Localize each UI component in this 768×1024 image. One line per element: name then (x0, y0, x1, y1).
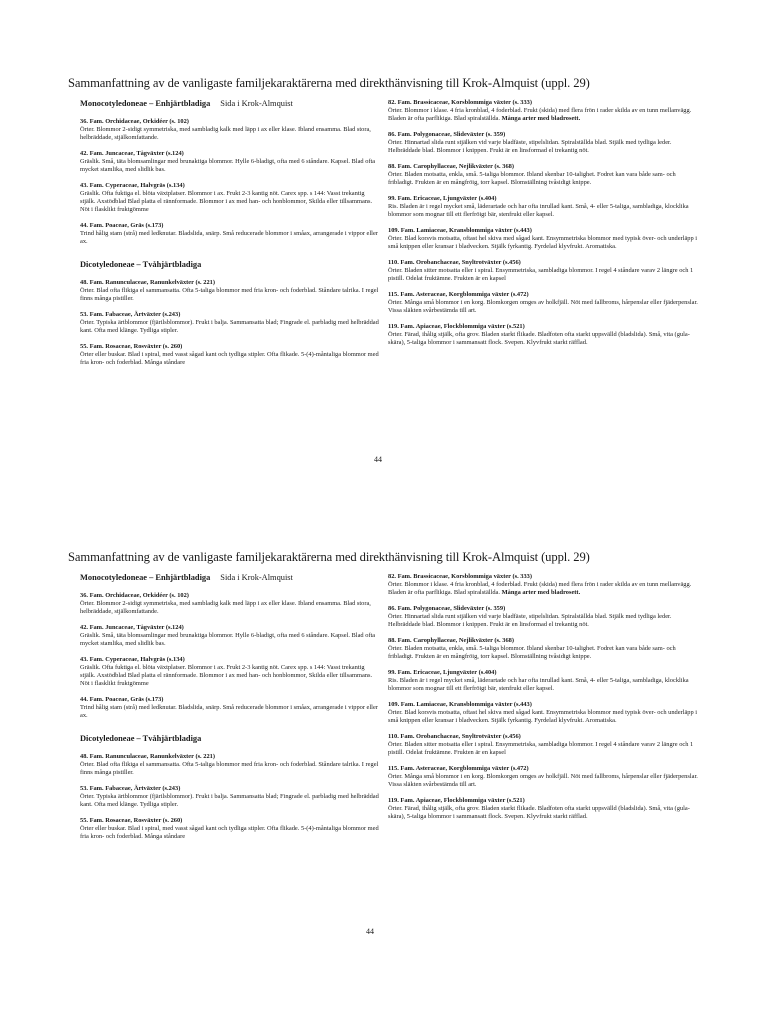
family-entry: 48. Fam. Ranunculaceae, Ranunkelväxter (s. 221) Örter. Blad ofta flikiga el sammansatta. Ofta 5-taliga blommor med fria kron- och foderblad. Ståndare talrika. I regel finns många pistiller. (80, 279, 379, 302)
family-entry: 109. Fam. Lamiaceae, Kransblommiga växter (s.443) Örter. Blad korsvis motsatta, oftast hel skiva med sågad kant. Ensymmetriska blommor med typisk över- och underläpp i små knippen eller kransar i bladvecken. Stjälk fyrkantig. Fyrdelad klyvfrukt. Aromatiska. (388, 701, 698, 724)
family-entry: 48. Fam. Ranunculaceae, Ranunkelväxter (s. 221) Örter. Blad ofta flikiga el sammansatta. Ofta 5-taliga blommor med fria kron- och foderblad. Ståndare talrika. I regel finns många pistiller. (80, 753, 379, 776)
family-entry: 99. Fam. Ericaceae, Ljungväxter (s.404) Ris. Bladen är i regel mycket små, läderartade och har ofta inrullad kant. Små, 4- eller 5-taliga, sambladiga, klocklika blommor som mognar till ett flerfröigt bär, stenfrukt eller kapsel. (388, 195, 689, 218)
family-entry: 55. Fam. Rosaceae, Rosväxter (s. 260) Örter eller buskar. Blad i spiral, med vasst sågad kant och tydliga stipler. Ofta flikade. 5-(4)-måntaliga blommor med fria kron- och foderblad. Många ståndare (80, 817, 379, 840)
monocot-heading: Monocotyledoneae – Enhjärtbladiga Sida i Krok-Almquist (80, 573, 293, 582)
page-number: 44 (374, 455, 382, 464)
left-column (80, 99, 380, 375)
family-entry: 115. Fam. Asteraceae, Korgblommiga växter (s.472) Örter. Många små blommor i en korg. Blomkorgen omges av holkfjäll. Nöt med fallbroms, hårpenslar eller fjäderpenslar. Vissa släkten svårbestämda till art. (388, 291, 698, 314)
family-entry: 115. Fam. Asteraceae, Korgblommiga växter (s.472) Örter. Många små blommor i en korg. Blomkorgen omges av holkfjäll. Nöt med fallbroms, hårpenslar eller fjäderpenslar. Vissa släkten svårbestämda till art. (388, 765, 698, 788)
dicot-heading: Dicotyledoneae – Tvåhjärtbladiga (80, 734, 202, 743)
family-entry: 88. Fam. Carophyllaceae, Nejlikväxter (s. 368) Örter. Bladen motsatta, enkla, små. 5-taliga blommor. Ibland skenbar 10-talighet. Fodret kan vara både sam- och fribladigt. Frukten är en mångfröig, torr kapsel. Blomställning tvåsidigt knippe. (388, 637, 676, 660)
family-entry: 36. Fam. Orchidaceae, Orkidéer (s. 102) Örter. Blommor 2-sidigt symmetriska, med sambladig kalk med läpp i ax eller klase. Ibland ensamma. Blad stora, helbräddade, stjälkomfattande. (80, 592, 371, 615)
family-entry: 86. Fam. Polygonaceae, Slideväxter (s. 359) Örter. Hinnartad slida runt stjälken vid varje bladfäste, stipelslidan. Spiralställda blad. Stjälk med tydliga leder. Helbräddade blad. Blommor i knippen. Frukt är en linsformad el trekantig nöt. (388, 605, 672, 628)
family-entry: 43. Fam. Cyperaceae, Halvgräs (s.134) Gräslik. Ofta fuktiga el. blöta växtplatser. Blommor i ax. Frukt 2-3 kantig nöt. Carex spp. s 144: Vasst trekantig stjälk. Axstödblad Blad platta el rännformade. Blommor i ax med han- och honblommor, Skilda eller tillsammans. Nöt i flasklikt fruktgömme (80, 182, 373, 213)
family-entry: 43. Fam. Cyperaceae, Halvgräs (s.134) Gräslik. Ofta fuktiga el. blöta växtplatser. Blommor i ax. Frukt 2-3 kantig nöt. Carex spp. s 144: Vasst trekantig stjälk. Axstödblad Blad platta el rännformade. Blommor i ax med han- och honblommor, Skilda eller tillsammans. Nöt i flasklikt fruktgömme (80, 656, 373, 687)
family-entry: 53. Fam. Fabaceae, Ärtväxter (s.243) Örter. Typiska ärtblommor (fjärilsblommor). Frukt i balja. Sammansatta blad; Fingrade el. parbladig med helbräddad kant. Ofta med klänge. Tydliga stipler. (80, 785, 379, 808)
family-entry: 99. Fam. Ericaceae, Ljungväxter (s.404) Ris. Bladen är i regel mycket små, läderartade och har ofta inrullad kant. Små, 4- eller 5-taliga, sambladiga, klocklika blommor som mognar till ett flerfröigt bär, stenfrukt eller kapsel. (388, 669, 689, 692)
page-number: 44 (366, 927, 374, 936)
family-entry: 82. Fam. Brassicaceae, Korsblommiga växter (s. 333) Örter. Blommor i klase. 4 fria kronblad, 4 foderblad. Frukt (skida) med flera frön i rader skilda av en tunn mellanvägg. Bladen är ofta parflikiga. Blad spiralställda. Många arter med bladrosett. (388, 573, 692, 596)
left-column (80, 573, 380, 849)
family-entry: 55. Fam. Rosaceae, Rosväxter (s. 260) Örter eller buskar. Blad i spiral, med vasst sågad kant och tydliga stipler. Ofta flikade. 5-(4)-måntaliga blommor med fria kron- och foderblad. Många ståndare (80, 343, 379, 366)
family-entry: 110. Fam. Orobanchaceae, Snyltrotväxter (s.456) Örter. Bladen sitter motsatta eller i spiral. Ensymmetriska, sambladiga blommor. I regel 4 ståndare varav 2 längre och 1 pistill. Odelat fruktämne. Frukten är en kapsel (388, 259, 694, 282)
family-entry: 86. Fam. Polygonaceae, Slideväxter (s. 359) Örter. Hinnartad slida runt stjälken vid varje bladfäste, stipelslidan. Spiralställda blad. Stjälk med tydliga leder. Helbräddade blad. Blommor i knippen. Frukt är en linsformad el trekantig nöt. (388, 131, 672, 154)
page-lower (68, 550, 700, 936)
family-entry: 119. Fam. Apiaceae, Flockblommiga växter (s.521) Örter. Färad, ihålig stjälk, ofta grov. Bladen starkt flikade. Bladfoten ofta starkt uppsvälld (bladslida). Små, vita (gula-skära), 5-taliga blommor i sammansatt flock. Svepen. Klyvfrukt starkt räfflad. (388, 323, 690, 346)
family-entry: 82. Fam. Brassicaceae, Korsblommiga växter (s. 333) Örter. Blommor i klase. 4 fria kronblad, 4 foderblad. Frukt (skida) med flera frön i rader skilda av en tunn mellanvägg. Bladen är ofta parflikiga. Blad spiralställda. Många arter med bladrosett. (388, 99, 692, 122)
family-entry: 44. Fam. Poaceae, Gräs (s.173) Trind hålig stam (strå) med ledknutar. Bladslida, snärp. Små reducerade blommor i småax, arrangerade i vippor eller ax. (80, 696, 378, 719)
family-entry: 53. Fam. Fabaceae, Ärtväxter (s.243) Örter. Typiska ärtblommor (fjärilsblommor). Frukt i balja. Sammansatta blad; Fingrade el. parbladig med helbräddad kant. Ofta med klänge. Tydliga stipler. (80, 311, 379, 334)
family-entry: 44. Fam. Poaceae, Gräs (s.173) Trind hålig stam (strå) med ledknutar. Bladslida, snärp. Små reducerade blommor i småax, arrangerade i vippor eller ax. (80, 222, 378, 245)
family-entry: 110. Fam. Orobanchaceae, Snyltrotväxter (s.456) Örter. Bladen sitter motsatta eller i spiral. Ensymmetriska, sambladiga blommor. I regel 4 ståndare varav 2 längre och 1 pistill. Odelat fruktämne. Frukten är en kapsel (388, 733, 694, 756)
page-title: Sammanfattning av de vanligaste familjekaraktärerna med direkthänvisning till Krok-Almquist (uppl. 29) (68, 76, 590, 90)
page-title: Sammanfattning av de vanligaste familjekaraktärerna med direkthänvisning till Krok-Almquist (uppl. 29) (68, 550, 590, 564)
family-entry: 119. Fam. Apiaceae, Flockblommiga växter (s.521) Örter. Färad, ihålig stjälk, ofta grov. Bladen starkt flikade. Bladfoten ofta starkt uppsvälld (bladslida). Små, vita (gula-skära), 5-taliga blommor i sammansatt flock. Svepen. Klyvfrukt starkt räfflad. (388, 797, 690, 820)
right-column (388, 573, 698, 829)
right-column (388, 99, 698, 355)
family-entry: 42. Fam. Juncaceae, Tågväxter (s.124) Gräslik. Små, täta blomsamlingar med brunaktiga blommor. Hylle 6-bladigt, ofta med 6 ståndare. Kapsel. Blad ofta mycket stamlika, med slidlik bas. (80, 150, 376, 173)
family-entry: 109. Fam. Lamiaceae, Kransblommiga växter (s.443) Örter. Blad korsvis motsatta, oftast hel skiva med sågad kant. Ensymmetriska blommor med typisk över- och underläpp i små knippen eller kransar i bladvecken. Stjälk fyrkantig. Fyrdelad klyvfrukt. Aromatiska. (388, 227, 698, 250)
monocot-heading: Monocotyledoneae – Enhjärtbladiga Sida i Krok-Almquist (80, 99, 293, 108)
family-entry: 42. Fam. Juncaceae, Tågväxter (s.124) Gräslik. Små, täta blomsamlingar med brunaktiga blommor. Hylle 6-bladigt, ofta med 6 ståndare. Kapsel. Blad ofta mycket stamlika, med slidlik bas. (80, 624, 376, 647)
dicot-heading: Dicotyledoneae – Tvåhjärtbladiga (80, 260, 202, 269)
family-entry: 36. Fam. Orchidaceae, Orkidéer (s. 102) Örter. Blommor 2-sidigt symmetriska, med sambladig kalk med läpp i ax eller klase. Ibland ensamma. Blad stora, helbräddade, stjälkomfattande. (80, 118, 371, 141)
family-entry: 88. Fam. Carophyllaceae, Nejlikväxter (s. 368) Örter. Bladen motsatta, enkla, små. 5-taliga blommor. Ibland skenbar 10-talighet. Fodret kan vara både sam- och fribladigt. Frukten är en mångfröig, torr kapsel. Blomställning tvåsidigt knippe. (388, 163, 676, 186)
page-upper (68, 76, 700, 464)
